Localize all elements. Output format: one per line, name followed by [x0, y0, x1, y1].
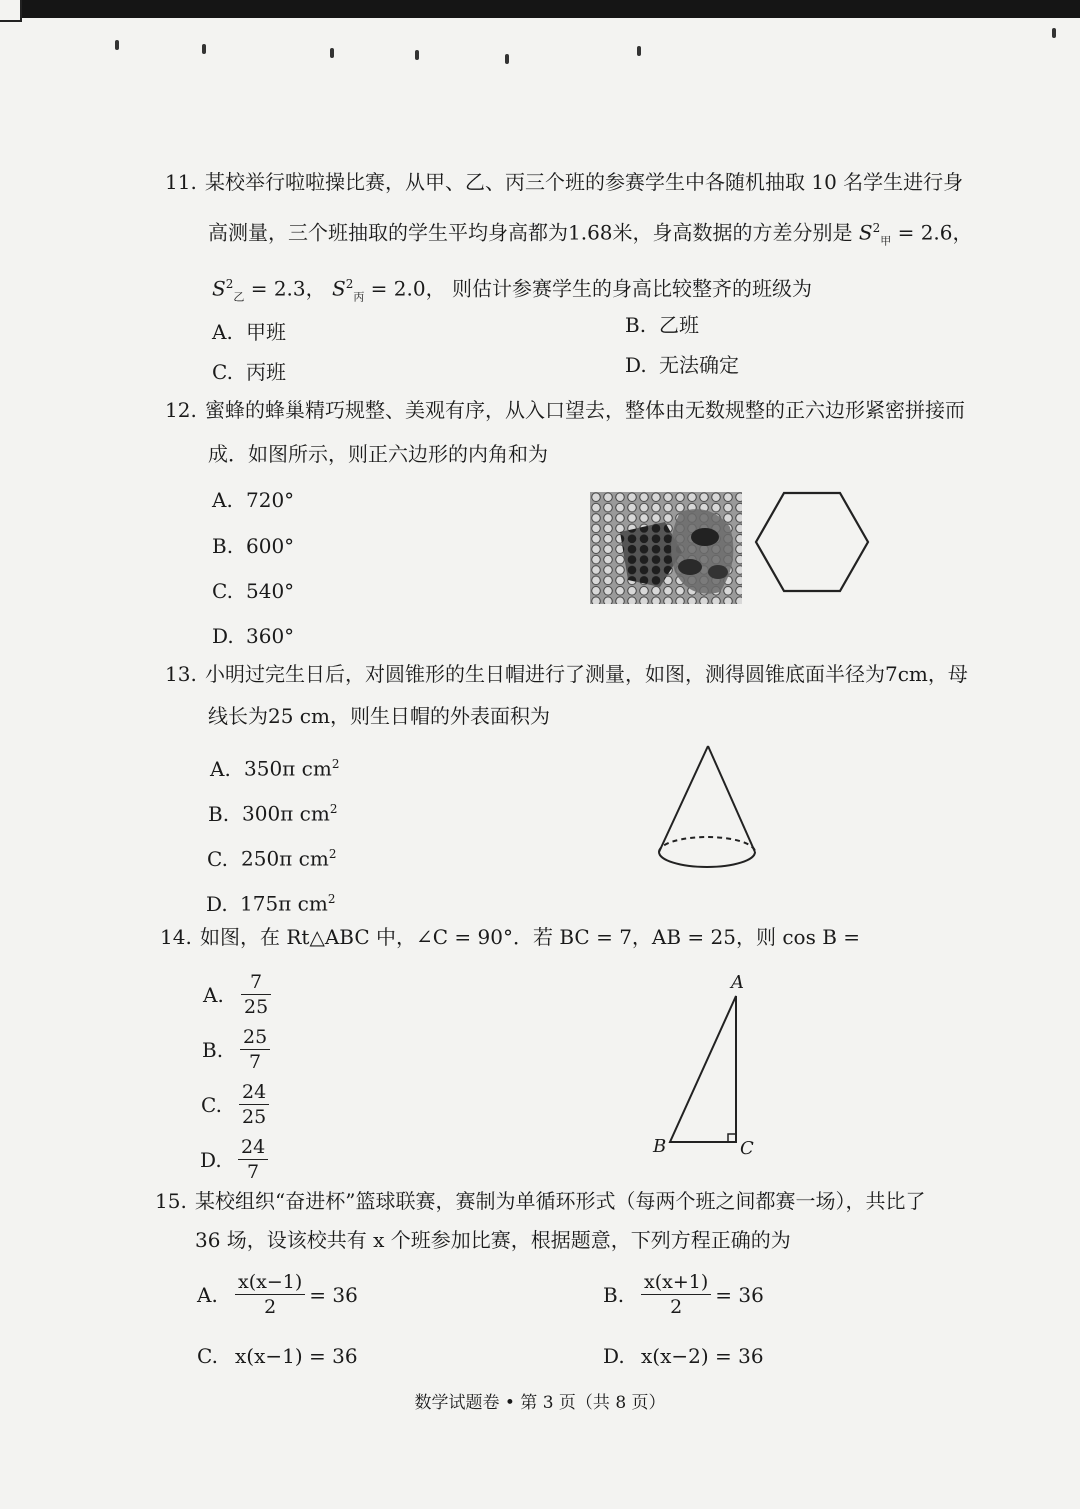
q12-option-b: B. 600°	[212, 534, 295, 558]
page-footer: 数学试题卷 • 第 3 页（共 8 页）	[414, 1393, 666, 1413]
q12-number: 12.	[165, 398, 197, 422]
q11-line1: 11. 某校举行啦啦操比赛，从甲、乙、丙三个班的参赛学生中各随机抽取 10 名学生进行身	[165, 170, 964, 194]
hexagon-figure	[752, 490, 872, 594]
q15-line1: 15. 某校组织“奋进杯”篮球联赛，赛制为单循环形式（每两个班之间都赛一场），共比了	[155, 1189, 926, 1213]
vertex-c-label: C	[740, 1138, 754, 1158]
fraction: $\frac{25}{7}$	[240, 1025, 270, 1074]
q11-option-a: A. 甲班	[212, 320, 286, 344]
q12-option-d: D. 360°	[212, 624, 295, 648]
scan-speck	[505, 54, 509, 64]
q15-option-c: C. x(x−1) = 36	[197, 1344, 358, 1368]
fraction: $\frac{7}{25}$	[241, 970, 271, 1019]
fraction: $\frac{24}{7}$	[238, 1135, 268, 1184]
q15-option-d: D. x(x−2) = 36	[603, 1344, 764, 1368]
fraction: $\frac{24}{25}$	[239, 1080, 269, 1129]
q14-option-a: A. $\frac{7}{25}$	[203, 970, 271, 1019]
q14-option-c: C. $\frac{24}{25}$	[201, 1080, 269, 1129]
q15-option-a: A. $\frac{x(x-1)}{2}$ = 36	[197, 1271, 358, 1318]
q11-option-c: C. 丙班	[212, 360, 286, 384]
scan-speck	[1052, 28, 1056, 38]
q12-line1: 12. 蜜蜂的蜂巢精巧规整、美观有序，从入口望去，整体由无数规整的正六边形紧密拼接而	[165, 398, 965, 422]
scan-speck	[637, 46, 641, 56]
q13-line2: 线长为25 cm，则生日帽的外表面积为	[208, 704, 550, 728]
q14-option-d: D. $\frac{24}{7}$	[200, 1135, 268, 1184]
q12-line2: 成．如图所示，则正六边形的内角和为	[208, 442, 548, 466]
q11-option-d: D. 无法确定	[625, 353, 739, 377]
q12-option-c: C. 540°	[212, 579, 295, 603]
q14-option-b: B. $\frac{25}{7}$	[202, 1025, 270, 1074]
scan-speck	[415, 50, 419, 60]
q13-option-b: B. 300π $cm^2$	[208, 801, 338, 826]
cone-figure	[652, 742, 762, 872]
q13-option-d: D. 175π $cm^2$	[206, 891, 336, 916]
q14-number: 14.	[160, 925, 192, 949]
q12-option-a: A. 720°	[212, 488, 295, 512]
scan-top-edge	[0, 0, 1080, 18]
scan-speck	[202, 44, 206, 54]
q11-line3: $S^2_乙 = 2.3$， $S^2_丙 = 2.0$， 则估计参赛学生的身高比较整齐的班级为	[212, 276, 812, 304]
q13-line1: 13. 小明过完生日后，对圆锥形的生日帽进行了测量，如图，测得圆锥底面半径为7cm，母	[165, 662, 968, 686]
q15-line2: 36 场，设该校共有 x 个班参加比赛，根据题意，下列方程正确的为	[195, 1228, 791, 1252]
corner-mark	[0, 0, 22, 22]
q13-option-c: C. 250π $cm^2$	[207, 846, 337, 871]
q14-line1: 14. 如图，在 Rt△ABC 中，∠C = 90°．若 BC = 7，AB = 25，则 cos B =	[160, 925, 861, 949]
scan-speck	[330, 48, 334, 58]
scan-speck	[115, 40, 119, 50]
triangle-figure	[648, 968, 768, 1158]
vertex-a-label: A	[731, 972, 744, 993]
q11-line2: 高测量，三个班抽取的学生平均身高都为1.68米，身高数据的方差分别是 $S^2_甲 = 2.6$，	[208, 220, 973, 248]
q13-number: 13.	[165, 662, 197, 686]
honeycomb-photo	[590, 492, 742, 604]
q13-option-a: A. 350π $cm^2$	[210, 756, 340, 781]
q11-number: 11.	[165, 170, 197, 194]
q15-option-b: B. $\frac{x(x+1)}{2}$ = 36	[603, 1271, 764, 1318]
q11-option-b: B. 乙班	[625, 313, 699, 337]
fraction: $\frac{x(x+1)}{2}$	[641, 1270, 711, 1319]
fraction: $\frac{x(x-1)}{2}$	[235, 1270, 305, 1319]
q15-number: 15.	[155, 1189, 187, 1213]
vertex-b-label: B	[653, 1136, 667, 1157]
